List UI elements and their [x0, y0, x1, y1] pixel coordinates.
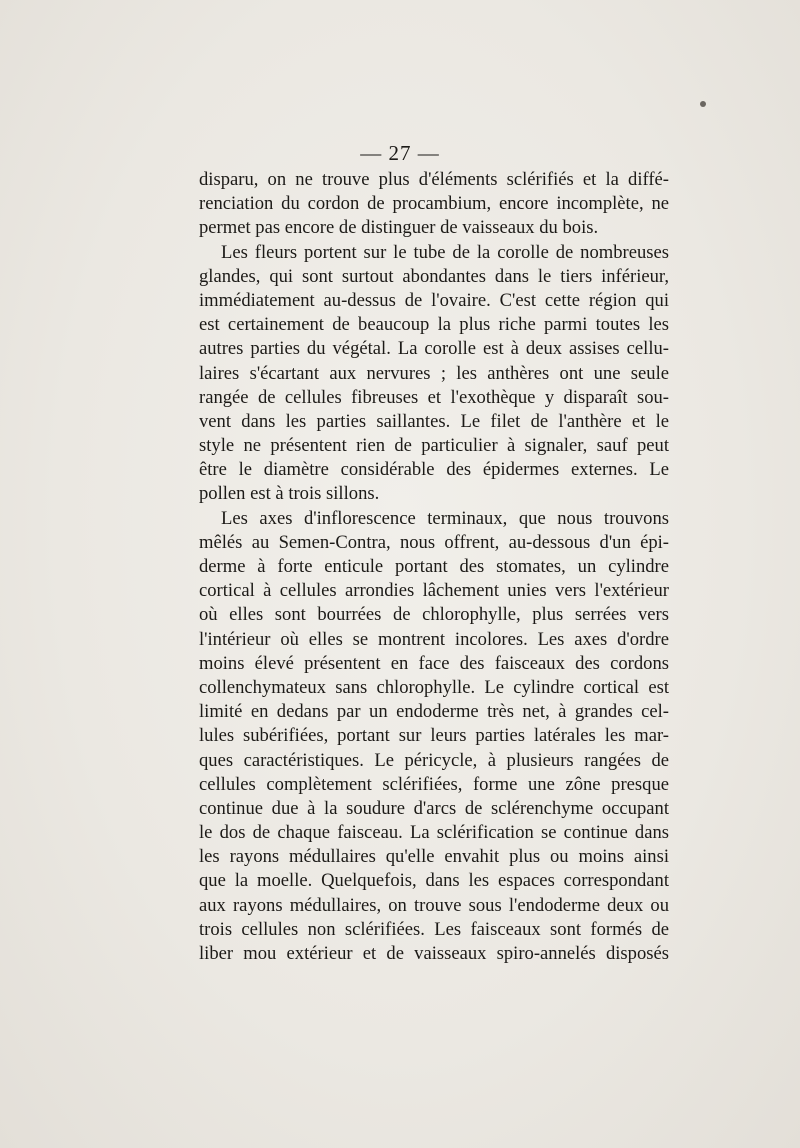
text-line: être le diamètre considérable des épidermes externes. Le [199, 459, 669, 481]
text-line: autres parties du végétal. La corolle est à deux assises cellu- [199, 338, 669, 360]
text-line: cortical à cellules arrondies lâchement unies vers l'extérieur [199, 580, 669, 602]
text-line: l'intérieur où elles se montrent incolores. Les axes d'ordre [199, 628, 669, 650]
text-line: lules subérifiées, portant sur leurs parties latérales les mar- [199, 725, 669, 747]
text-line: disparu, on ne trouve plus d'éléments sclérifiés et la diffé- [199, 169, 669, 190]
text-line: style ne présentent rien de particulier à signaler, sauf peut [199, 435, 669, 457]
text-line: les rayons médullaires qu'elle envahit plus ou moins ainsi [199, 846, 669, 868]
text-line: collenchymateux sans chlorophylle. Le cylindre cortical est [199, 676, 669, 698]
text-line: pollen est à trois sillons. [199, 483, 380, 505]
text-line: derme à forte enticule portant des stomates, un cylindre [199, 556, 669, 577]
text-line: limité en dedans par un endoderme très net, à grandes cel- [199, 701, 669, 723]
text-line: glandes, qui sont surtout abondantes dans le tiers inférieur, [199, 265, 669, 287]
text-line: immédiatement au-dessus de l'ovaire. C'est cette région qui [199, 289, 669, 311]
text-line: renciation du cordon de procambium, encore incomplète, ne [199, 193, 669, 215]
text-line: que la moelle. Quelquefois, dans les espaces correspondant [199, 870, 669, 892]
text-line: ques caractéristiques. Le péricycle, à plusieurs rangées de [199, 749, 669, 771]
text-line: est certainement de beaucoup la plus riche parmi toutes les [199, 314, 669, 336]
text-line: trois cellules non sclérifiées. Les faisceaux sont formés de [199, 918, 669, 940]
body-text [199, 168, 669, 966]
text-line: permet pas encore de distinguer de vaisseaux du bois. [199, 217, 599, 239]
text-line: rangée de cellules fibreuses et l'exothèque y disparaît sou- [199, 386, 669, 408]
text-line: où elles sont bourrées de chlorophylle, plus serrées vers [199, 604, 669, 626]
text-line: laires s'écartant aux nervures ; les anthères ont une seule [199, 362, 669, 384]
text-line: continue due à la soudure d'arcs de sclérenchyme occupant [199, 797, 669, 819]
text-line: le dos de chaque faisceau. La sclérification se continue dans [199, 822, 669, 844]
ink-speck [700, 101, 706, 107]
text-line: Les axes d'inflorescence terminaux, que nous trouvons [221, 507, 669, 529]
text-line: mêlés au Semen-Contra, nous offrent, au-dessous d'un épi- [199, 531, 669, 553]
text-line: vent dans les parties saillantes. Le filet de l'anthère et le [199, 410, 669, 432]
text-line: cellules complètement sclérifiées, forme une zône presque [199, 773, 669, 795]
page-number: — 27 — [360, 141, 440, 165]
text-line: Les fleurs portent sur le tube de la corolle de nombreuses [221, 241, 669, 263]
text-line: liber mou extérieur et de vaisseaux spiro-annelés disposés [199, 943, 669, 964]
text-line: aux rayons médullaires, on trouve sous l'endoderme deux ou [199, 894, 669, 916]
text-line: moins élevé présentent en face des faisceaux des cordons [199, 652, 669, 674]
